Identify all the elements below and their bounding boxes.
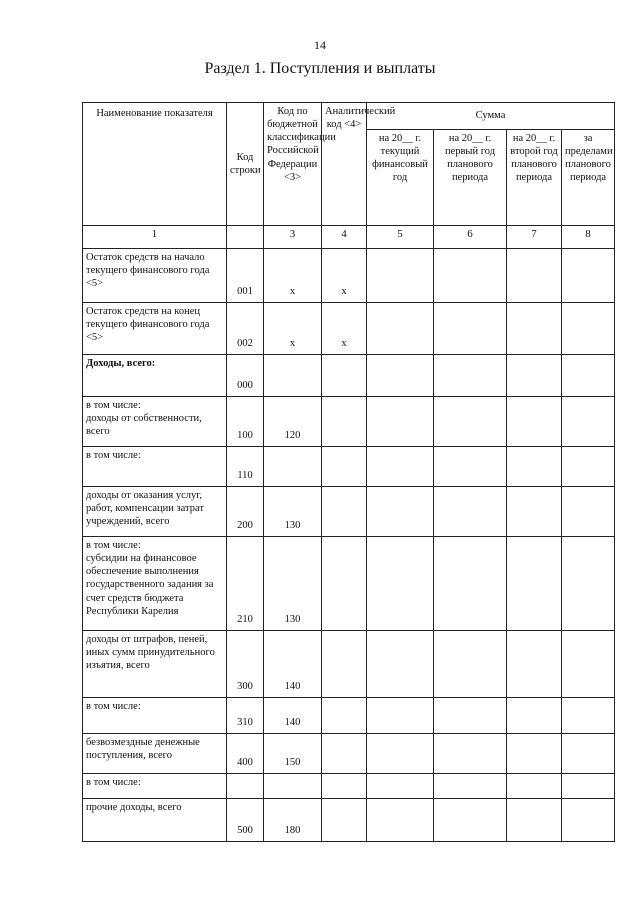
- sum-cell: [434, 355, 507, 397]
- row-name: в том числе: доходы от собственности, всего: [83, 397, 227, 447]
- table-row: [83, 487, 615, 537]
- row-budget-code: x: [264, 303, 322, 355]
- sum-cell: [434, 537, 507, 631]
- sum-cell: [367, 249, 434, 303]
- table-row: [83, 303, 615, 355]
- sum-cell: [507, 447, 562, 487]
- row-name: в том числе: субсидии на финансовое обеспечение выполнения государственного задания за счет средств бюджета Республики Карелия: [83, 537, 227, 631]
- sum-cell: [507, 249, 562, 303]
- sum-cell: [562, 397, 615, 447]
- row-analytic-code: x: [322, 303, 367, 355]
- sum-cell: [367, 698, 434, 734]
- sum-cell: [562, 537, 615, 631]
- row-analytic-code: [322, 537, 367, 631]
- row-budget-code: [264, 355, 322, 397]
- table-row: [83, 734, 615, 774]
- row-analytic-code: [322, 734, 367, 774]
- row-analytic-code: [322, 397, 367, 447]
- row-code: 001: [227, 249, 264, 303]
- sum-cell: [507, 774, 562, 799]
- sum-cell: [434, 447, 507, 487]
- table-row: [83, 537, 615, 631]
- row-budget-code: 130: [264, 537, 322, 631]
- sum-cell: [562, 447, 615, 487]
- sum-cell: [507, 355, 562, 397]
- table-row: [83, 631, 615, 698]
- row-name: в том числе:: [83, 698, 227, 734]
- header-code: Код строки: [227, 103, 264, 226]
- sum-cell: [562, 631, 615, 698]
- sum-cell: [367, 487, 434, 537]
- sum-cell: [562, 303, 615, 355]
- row-code: 110: [227, 447, 264, 487]
- row-code: 100: [227, 397, 264, 447]
- row-code: 002: [227, 303, 264, 355]
- sum-cell: [507, 537, 562, 631]
- sum-cell: [562, 355, 615, 397]
- column-number: 6: [434, 226, 507, 249]
- row-analytic-code: [322, 355, 367, 397]
- header-analytic-code: Аналитический код <4>: [322, 103, 367, 226]
- sum-cell: [507, 303, 562, 355]
- sum-cell: [507, 487, 562, 537]
- sum-cell: [434, 799, 507, 842]
- column-number: 5: [367, 226, 434, 249]
- row-code: 500: [227, 799, 264, 842]
- row-name: безвозмездные денежные поступления, всего: [83, 734, 227, 774]
- header-sum: Сумма: [367, 103, 615, 130]
- row-analytic-code: [322, 774, 367, 799]
- header-beyond-plan-period: за пределами планового периода: [562, 130, 615, 226]
- row-analytic-code: [322, 487, 367, 537]
- header-first-plan-year: на 20__ г. первый год планового периода: [434, 130, 507, 226]
- column-numbers-row: [83, 226, 615, 249]
- row-code: 300: [227, 631, 264, 698]
- table-row: [83, 447, 615, 487]
- row-code: 000: [227, 355, 264, 397]
- column-number: 4: [322, 226, 367, 249]
- table-row: [83, 698, 615, 734]
- sum-cell: [507, 799, 562, 842]
- row-analytic-code: [322, 799, 367, 842]
- sum-cell: [562, 734, 615, 774]
- sum-cell: [434, 487, 507, 537]
- row-analytic-code: x: [322, 249, 367, 303]
- row-code: 400: [227, 734, 264, 774]
- table-row: [83, 799, 615, 842]
- column-number: 1: [83, 226, 227, 249]
- table-row: [83, 355, 615, 397]
- sum-cell: [434, 698, 507, 734]
- sum-cell: [507, 397, 562, 447]
- row-name: Остаток средств на начало текущего финансового года <5>: [83, 249, 227, 303]
- section-title: Раздел 1. Поступления и выплаты: [204, 60, 436, 77]
- header-budget-classification: Код по бюджетной классификации Российской Федерации <3>: [264, 103, 322, 226]
- row-analytic-code: [322, 447, 367, 487]
- table-row: [83, 249, 615, 303]
- header-second-plan-year: на 20__ г. второй год планового периода: [507, 130, 562, 226]
- row-budget-code: [264, 447, 322, 487]
- sum-cell: [367, 774, 434, 799]
- header-current-year: на 20__ г. текущий финансовый год: [367, 130, 434, 226]
- sum-cell: [367, 355, 434, 397]
- sum-cell: [507, 734, 562, 774]
- row-name: Остаток средств на конец текущего финансового года <5>: [83, 303, 227, 355]
- table-row: [83, 397, 615, 447]
- sum-cell: [507, 631, 562, 698]
- sum-cell: [562, 799, 615, 842]
- sum-cell: [434, 397, 507, 447]
- sum-cell: [507, 698, 562, 734]
- row-budget-code: 180: [264, 799, 322, 842]
- sum-cell: [367, 631, 434, 698]
- sum-cell: [367, 734, 434, 774]
- row-code: 310: [227, 698, 264, 734]
- sum-cell: [367, 447, 434, 487]
- column-number: 8: [562, 226, 615, 249]
- table-row: [83, 774, 615, 799]
- sum-cell: [434, 249, 507, 303]
- row-name: прочие доходы, всего: [83, 799, 227, 842]
- row-name: доходы от оказания услуг, работ, компенсации затрат учреждений, всего: [83, 487, 227, 537]
- revenue-table: [82, 102, 615, 842]
- row-analytic-code: [322, 631, 367, 698]
- sum-cell: [562, 698, 615, 734]
- sum-cell: [367, 799, 434, 842]
- row-budget-code: x: [264, 249, 322, 303]
- row-budget-code: [264, 774, 322, 799]
- sum-cell: [562, 774, 615, 799]
- row-budget-code: 120: [264, 397, 322, 447]
- sum-cell: [562, 249, 615, 303]
- sum-cell: [434, 734, 507, 774]
- row-budget-code: 140: [264, 631, 322, 698]
- row-analytic-code: [322, 698, 367, 734]
- row-code: [227, 774, 264, 799]
- sum-cell: [434, 303, 507, 355]
- header-name: Наименование показателя: [83, 103, 227, 226]
- row-name: Доходы, всего:: [83, 355, 227, 397]
- row-budget-code: 150: [264, 734, 322, 774]
- sum-cell: [434, 774, 507, 799]
- row-name: в том числе:: [83, 774, 227, 799]
- sum-cell: [367, 303, 434, 355]
- sum-cell: [434, 631, 507, 698]
- row-budget-code: 130: [264, 487, 322, 537]
- sum-cell: [367, 397, 434, 447]
- row-code: 210: [227, 537, 264, 631]
- sum-cell: [367, 537, 434, 631]
- row-name: в том числе:: [83, 447, 227, 487]
- column-number: [227, 226, 264, 249]
- row-code: 200: [227, 487, 264, 537]
- page-number: 14: [314, 38, 326, 52]
- row-budget-code: 140: [264, 698, 322, 734]
- column-number: 7: [507, 226, 562, 249]
- row-name: доходы от штрафов, пеней, иных сумм принудительного изъятия, всего: [83, 631, 227, 698]
- column-number: 3: [264, 226, 322, 249]
- sum-cell: [562, 487, 615, 537]
